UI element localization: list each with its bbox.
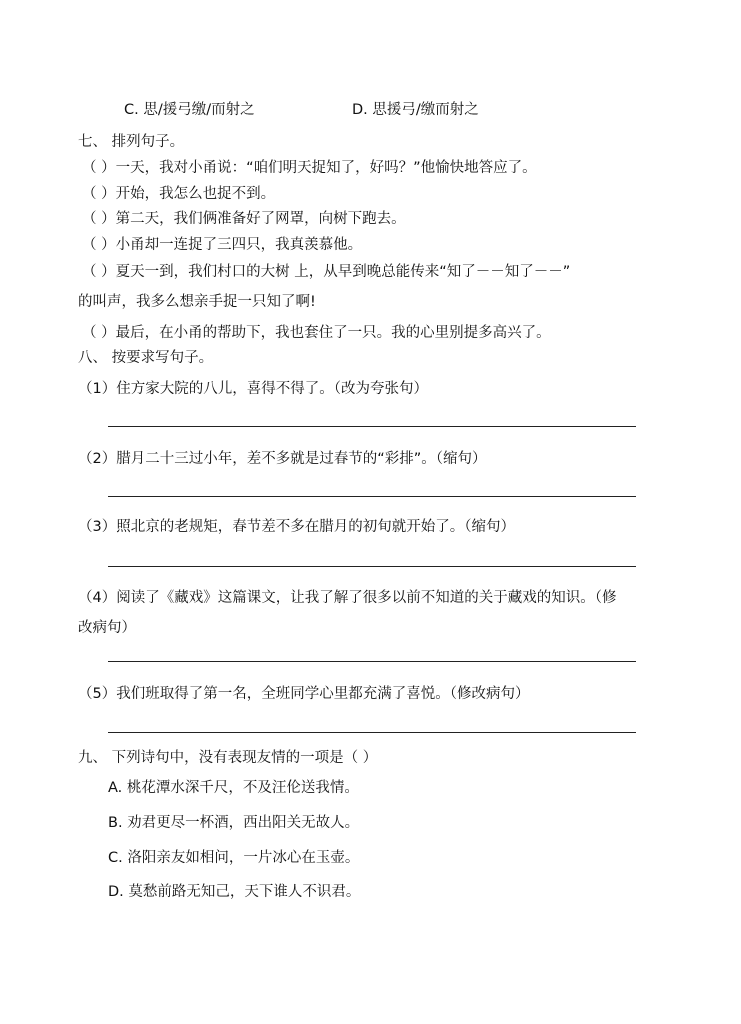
- q7-item: （ ）一天，我对小甬说：“咱们明天捉知了，好吗？”他愉快地答应了。: [82, 160, 537, 176]
- q7-item: （ ）夏天一到，我们村口的大树 上，从早到晚总能传来“知了－－知了－－”: [82, 264, 571, 280]
- q7-item: （ ）开始，我怎么也捉不到。: [82, 186, 276, 202]
- answer-line-2[interactable]: [108, 496, 636, 497]
- q7-item: （ ）第二天，我们俩准备好了网罩，向树下跑去。: [82, 211, 406, 227]
- q7-item-continuation: 的叫声，我多么想亲手捉一只知了啊!: [78, 294, 316, 310]
- q6-option-c: C. 思/援弓缴/而射之: [124, 102, 255, 118]
- q8-item-2: （2）腊月二十三过小年，差不多就是过春节的“彩排”。（缩句）: [78, 451, 487, 467]
- q8-item-4: （4）阅读了《藏戏》这篇课文，让我了解了很多以前不知道的关于藏戏的知识。（修: [78, 590, 617, 606]
- answer-line-5[interactable]: [108, 732, 636, 733]
- q8-item-1: （1）住方家大院的八儿，喜得不得了。（改为夸张句）: [78, 381, 428, 397]
- q7-item: （ ）最后，在小甬的帮助下，我也套住了一只。我的心里别提多高兴了。: [82, 325, 551, 341]
- q7-item: （ ）小甬却一连捉了三四只，我真羡慕他。: [82, 237, 363, 253]
- q7-title: 七、 排列句子。: [78, 134, 185, 150]
- answer-line-1[interactable]: [108, 426, 636, 427]
- answer-line-4[interactable]: [108, 661, 636, 662]
- q6-option-d: D. 思援弓/缴而射之: [352, 102, 479, 118]
- answer-line-3[interactable]: [108, 566, 636, 567]
- q9-option-a[interactable]: A. 桃花潭水深千尺，不及汪伦送我情。: [108, 780, 359, 796]
- q9-option-b[interactable]: B. 劝君更尽一杯酒，西出阳关无故人。: [108, 815, 360, 831]
- q9-option-d[interactable]: D. 莫愁前路无知己，天下谁人不识君。: [108, 884, 361, 900]
- q9-option-c[interactable]: C. 洛阳亲友如相问，一片冰心在玉壶。: [108, 850, 360, 866]
- q8-item-4-continuation: 改病句）: [78, 620, 136, 636]
- q8-item-5: （5）我们班取得了第一名，全班同学心里都充满了喜悦。（修改病句）: [78, 686, 530, 702]
- q8-title: 八、 按要求写句子。: [78, 350, 214, 366]
- q9-title: 九、 下列诗句中，没有表现友情的一项是（ ）: [78, 750, 378, 766]
- q8-item-3: （3）照北京的老规矩，春节差不多在腊月的初旬就开始了。（缩句）: [78, 519, 515, 535]
